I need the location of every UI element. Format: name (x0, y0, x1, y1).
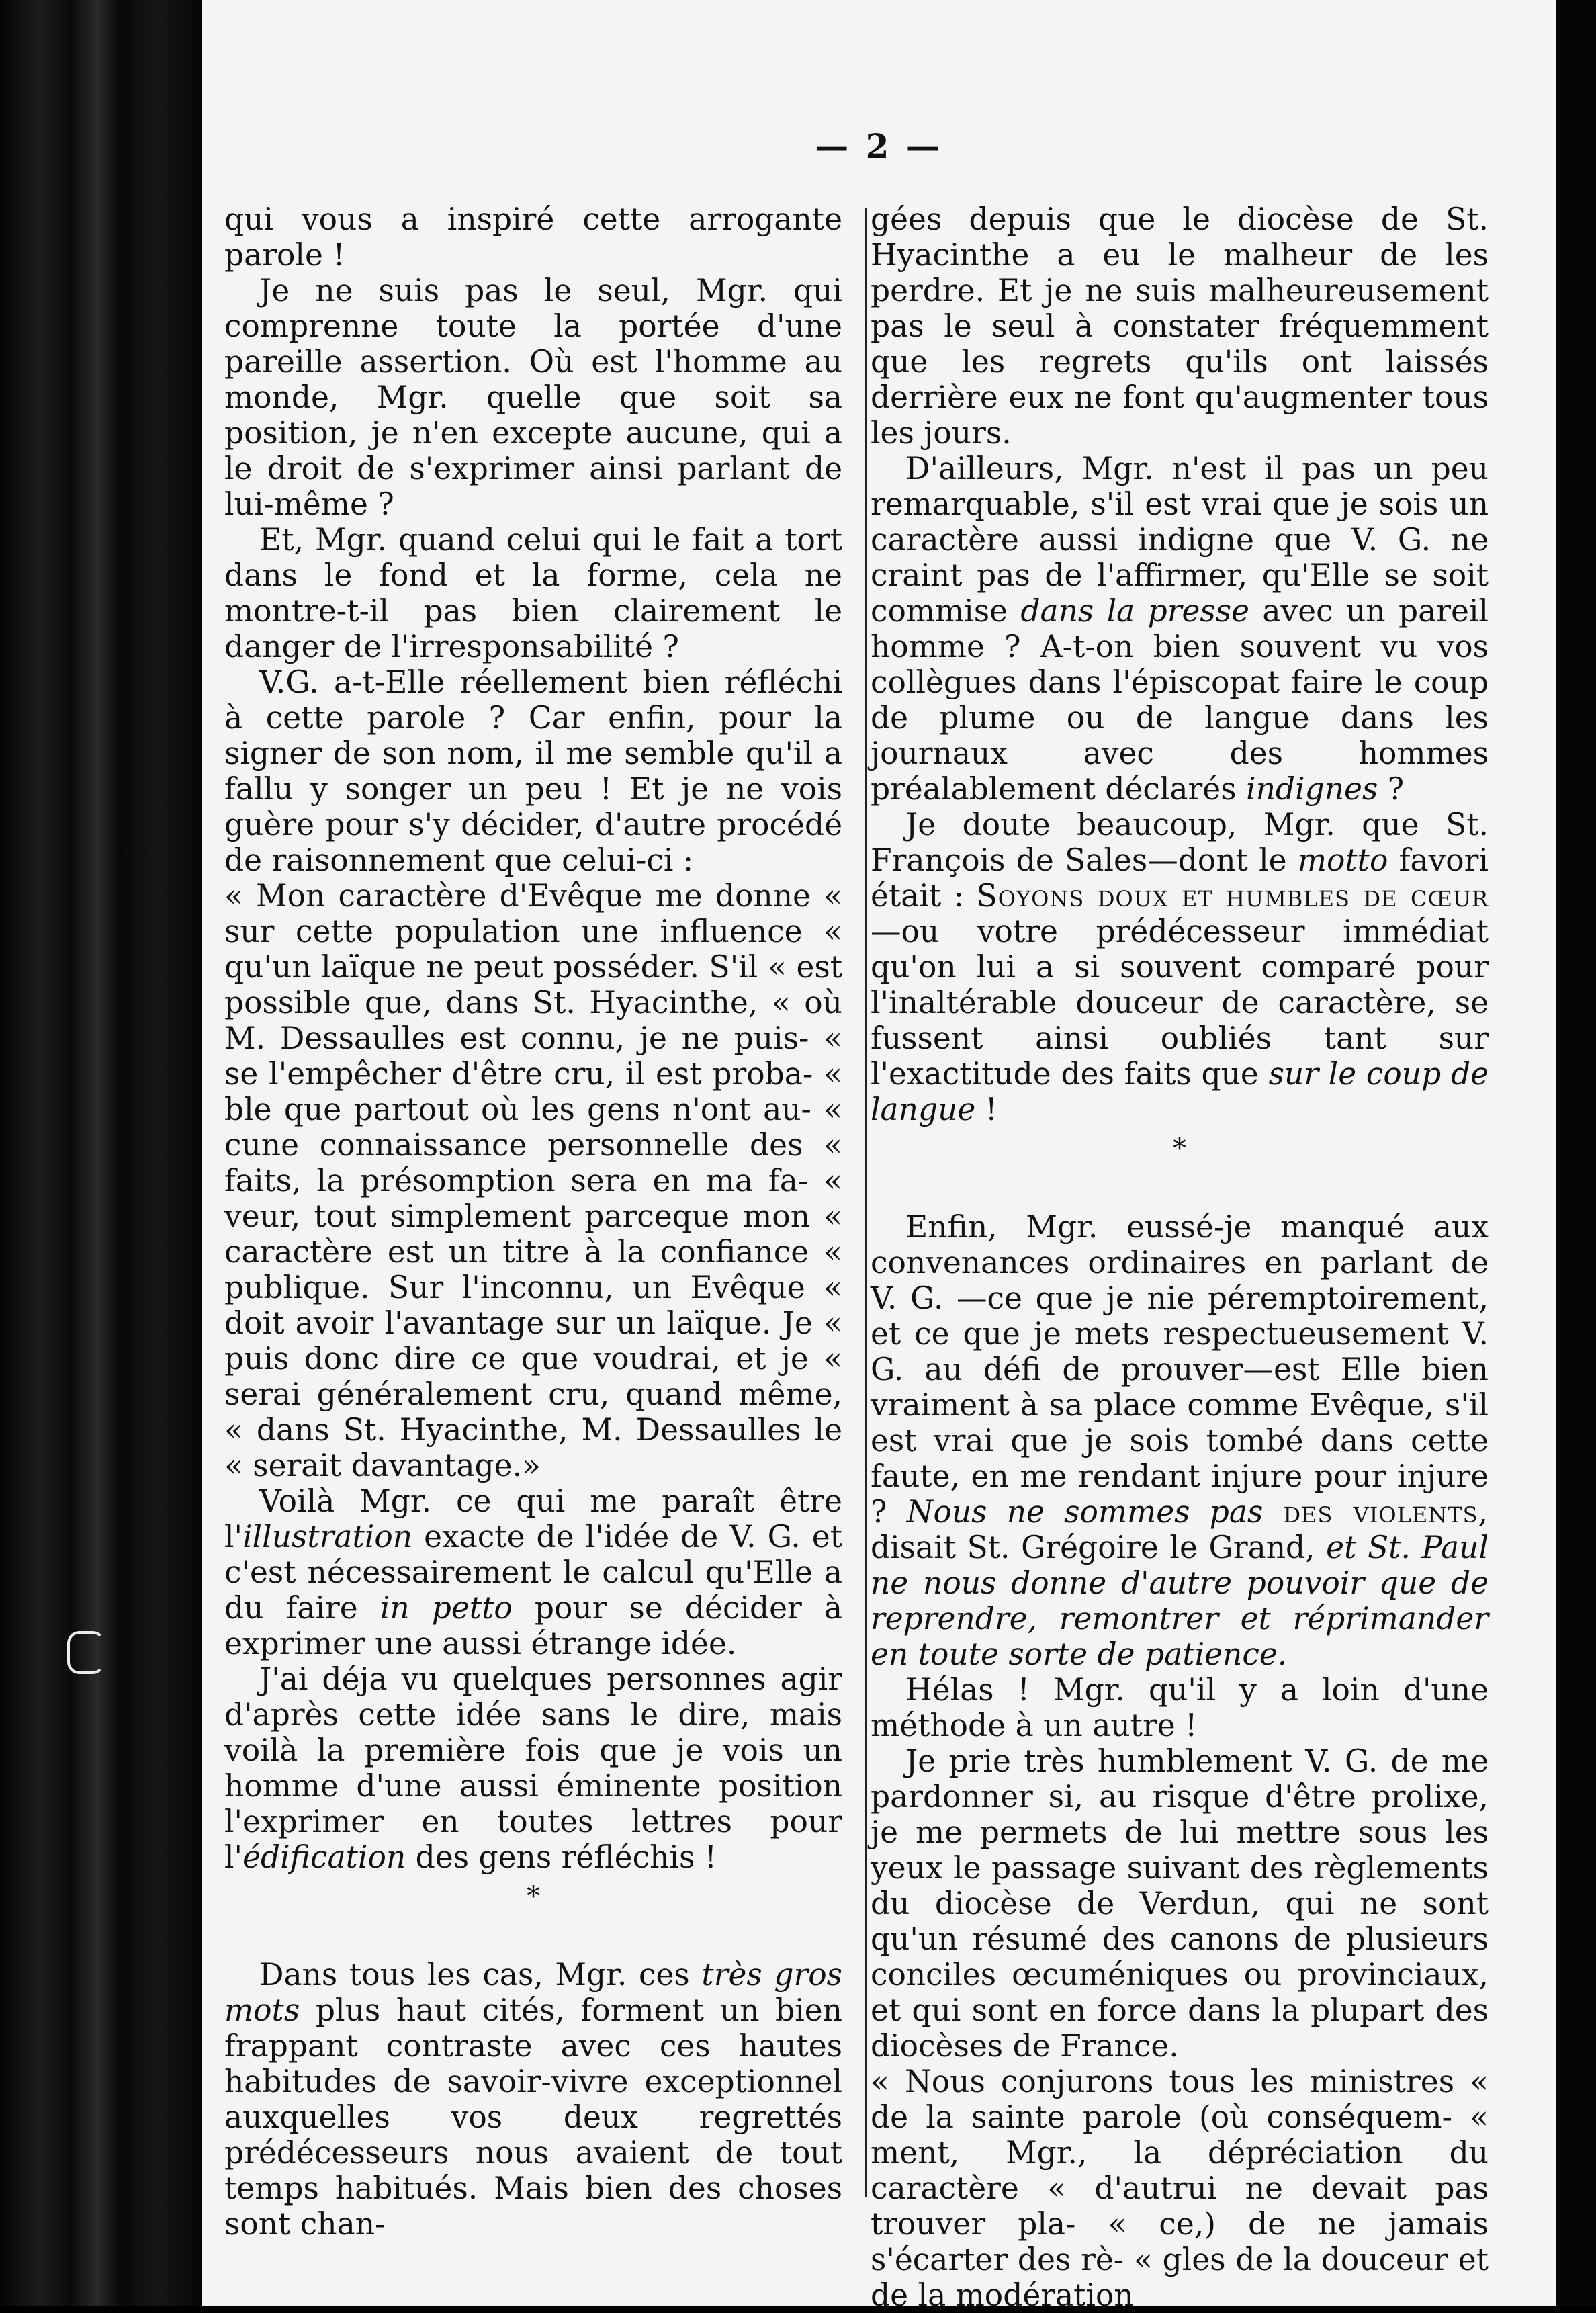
text-run: plus haut cités, forment un bien frappant contraste avec ces hautes habitudes de savoir-vivre exceptionnel auxquelles vos deux regrettés prédécesseurs nous avaient de tout temps habitués. Mais bien des choses sont chan- (224, 1993, 842, 2242)
page-number: — 2 — (815, 126, 942, 166)
paragraph (871, 1209, 1489, 1672)
paragraph (871, 451, 1489, 807)
italic-text: édification (242, 1839, 406, 1875)
text-run: exacte de l'idée de V. G. et c'est nécessairement le calcul qu'Elle a du faire (224, 1519, 842, 1626)
italic-text: in petto (380, 1590, 513, 1626)
paragraph: Et, Mgr. quand celui qui le fait a tort dans le fond et la forme, cela ne montre-t-il pas bien clairement le danger de l'irresponsabilité ? (224, 522, 842, 664)
text-run: J'ai déja vu quelques personnes agir d'après cette idée sans le dire, mais voilà la première fois que je vois un homme d'une aussi éminente position l'exprimer en toutes lettres pour l' (224, 1661, 842, 1875)
block-quote: « Nous conjurons tous les ministres « de la sainte parole (où conséquem- « ment, Mgr., la dépréciation du caractère « d'autrui ne devait pas trouver pla- « ce,) de ne jamais s'écarter des rè- « gles de la douceur et de la modération (871, 2064, 1489, 2313)
text-run: disait St. Grégoire le Grand, (871, 1530, 1327, 1565)
italic-text: motto (1297, 842, 1388, 878)
italic-text: très gros mots (224, 1957, 842, 2028)
small-caps-text: Soyons doux et humbles de cœur (976, 878, 1489, 914)
text-run: Voilà Mgr. ce qui me paraît être l' (224, 1483, 842, 1555)
italic-text: sur le coup de langue (871, 1056, 1489, 1127)
paragraph (224, 1483, 842, 1661)
paragraph: Je ne suis pas le seul, Mgr. qui comprenne toute la portée d'une pareille assertion. Où est l'homme au monde, Mgr. quelle que soit sa position, je n'en excepte aucune, qui a le droit de s'exprimer ainsi parlant de lui-même ? (224, 273, 842, 522)
scanned-page (202, 0, 1556, 2313)
text-run: D'ailleurs, Mgr. n'est il pas un peu remarquable, s'il est vrai que je sois un caractère aussi indigne que V. G. ne craint pas de l'affirmer, qu'Elle se soit commise (871, 451, 1489, 629)
paper-clip-mark (67, 1631, 105, 1674)
italic-text: indignes (1246, 771, 1378, 807)
small-caps-text: des violents, (1263, 1494, 1489, 1530)
left-column (224, 202, 842, 2242)
paragraph: gées depuis que le diocèse de St. Hyacinthe a eu le malheur de les perdre. Et je ne suis malheureusement pas le seul à constater fréquemment que les regrets qu'ils ont laissés derrière eux ne font qu'augmenter tous les jours. (871, 202, 1489, 451)
section-separator: * (1173, 1133, 1186, 1164)
page-edge-shadow (1556, 0, 1596, 2306)
text-run: des gens réfléchis ! (406, 1839, 717, 1875)
italic-text: Nous ne sommes pas (906, 1494, 1264, 1530)
text-run: avec un pareil homme ? A-t-on bien souvent vu vos collègues dans l'épiscopat faire le coup de plume ou de langue dans les journaux avec des hommes préalablement déclarés (871, 593, 1489, 807)
text-run: ? (1378, 771, 1405, 807)
text-run: —ou votre prédécesseur immédiat qu'on lui a si souvent comparé pour l'inaltérable douceur de caractère, se fussent ainsi oubliés tant sur l'exactitude des faits que (871, 914, 1489, 1092)
italic-text: illustration (242, 1519, 413, 1555)
paragraph (224, 1957, 842, 2242)
text-run: pour se décider à exprimer une aussi étrange idée. (224, 1590, 842, 1661)
text-run: Dans tous les cas, Mgr. ces (259, 1957, 702, 1993)
italic-text: dans la presse (1020, 593, 1250, 629)
text-run: Enfin, Mgr. eussé-je manqué aux convenances ordinaires en parlant de V. G. —ce que je nie péremptoirement, et ce que je mets respectueusement V. G. au défi de prouver—est Elle bien vraiment à sa place comme Evêque, s'il est vrai que je sois tombé dans cette faute, en me rendant injure pour injure ? (871, 1209, 1489, 1530)
text-run: Je doute beaucoup, Mgr. que St. François de Sales—dont le (871, 807, 1489, 878)
paragraph (871, 807, 1489, 1127)
section-separator: * (527, 1881, 540, 1912)
text-run: ! (975, 1092, 998, 1127)
right-column (871, 202, 1489, 2313)
paragraph (224, 1661, 842, 1875)
paragraph: qui vous a inspiré cette arrogante parole ! (224, 202, 842, 273)
italic-text: et St. Paul ne nous donne d'autre pouvoir que de reprendre, remontrer et réprimander en toute sorte de patience. (871, 1530, 1489, 1672)
block-quote: « Mon caractère d'Evêque me donne « sur cette population une influence « qu'un laïque ne peut posséder. S'il « est possible que, dans St. Hyacinthe, « où M. Dessaulles est connu, je ne puis- « se l'empêcher d'être cru, il est proba- « ble que partout où les gens n'ont au- « cune connaissance personnelle des « faits, la présomption sera en ma fa- « veur, tout simplement parceque mon « caractère est un titre à la confiance « publique. Sur l'inconnu, un Evêque « doit avoir l'avantage sur un laïque. Je « puis donc dire ce que voudrai, et je « serai généralement cru, quand même, « dans St. Hyacinthe, M. Dessaulles le « serait davantage.» (224, 878, 842, 1483)
paragraph: V.G. a-t-Elle réellement bien réfléchi à cette parole ? Car enfin, pour la signer de son nom, il me semble qu'il a fallu y songer un peu ! Et je ne vois guère pour s'y décider, d'autre procédé de raisonnement que celui-ci : (224, 664, 842, 878)
book-binding (0, 0, 202, 2306)
paragraph: Je prie très humblement V. G. de me pardonner si, au risque d'être prolixe, je me permets de lui mettre sous les yeux le passage suivant des règlements du diocèse de Verdun, qui ne sont qu'un résumé des canons de plusieurs conciles œcuméniques ou provinciaux, et qui sont en force dans la plupart des diocèses de France. (871, 1743, 1489, 2064)
paragraph: Hélas ! Mgr. qu'il y a loin d'une méthode à un autre ! (871, 1672, 1489, 1743)
column-divider (865, 208, 867, 2197)
text-run: favori était : (871, 842, 1489, 914)
